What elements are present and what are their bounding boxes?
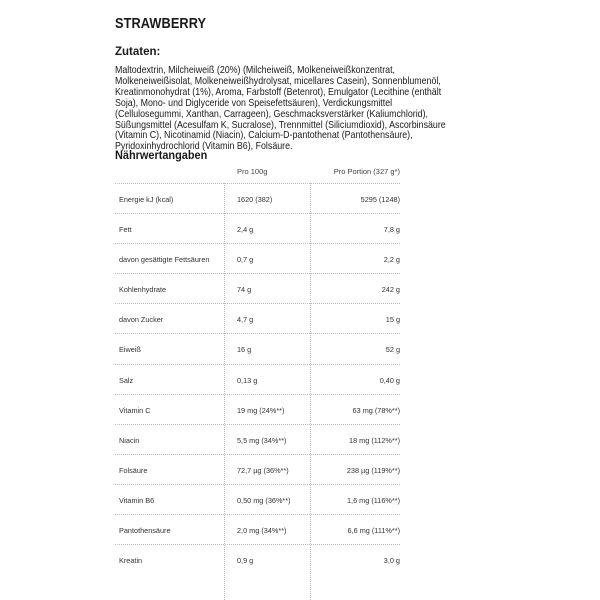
product-title: STRAWBERRY [115, 16, 207, 32]
row-per-100g: 0,9 g [237, 556, 254, 566]
row-per-portion: 242 g [381, 285, 400, 295]
table-row [115, 514, 400, 544]
row-per-portion: 63 mg (78%**) [352, 405, 400, 415]
table-row [115, 394, 400, 424]
table-row [115, 273, 400, 303]
row-per-portion: 7,8 g [383, 225, 400, 235]
row-per-100g: 2,4 g [237, 225, 254, 235]
row-label: Eiweiß [119, 345, 141, 355]
table-row [115, 484, 400, 514]
row-label: Pantothensäure [119, 526, 171, 536]
table-row [115, 544, 400, 574]
row-per-100g: 2,0 mg (34%**) [237, 526, 287, 536]
row-per-portion: 52 g [385, 345, 400, 355]
row-label: Vitamin C [119, 405, 151, 415]
row-per-100g: 1620 (382) [237, 195, 273, 204]
ingredients-heading: Zutaten: [115, 46, 161, 58]
row-label: davon Zucker [119, 315, 164, 325]
table-row [115, 243, 400, 273]
table-row [115, 424, 400, 454]
nutrition-heading: Nährwertangaben [115, 150, 208, 162]
ingredients-text: Maltodextrin, Milcheiweiß (20%) (Milcheiweiß, Molkeneiweißkonzentrat, Molkeneiweißisolat, Molkeneiweißhydrolysat, micellares Casein), Sonnenblumenöl, Kreatinmonohydrat (1%), Aroma, Farbstoff (Betenrot), Emulgator (Lecithine (enthält Soja), Mono- und Diglyceride von Speisefettsäuren), Verdickungsmittel (Cellulosegummi, Xanthan, Carrageen), Geschmacksverstärker (Kaliumchlorid), Süßungsmittel (Acesulfam K, Sucralose), Trennmittel (Siliciumdioxid), Ascorbinsäure (Vitamin C), Nicotinamid (Niacin), Calcium-D-pantothenat (Pantothensäure), Pyridoxinhydrochlorid (Vitamin B6), Folsäure. [115, 65, 446, 153]
nutrition-table [115, 158, 400, 574]
row-per-portion: 6,6 mg (111%**) [347, 526, 400, 536]
row-label: Kohlenhydrate [119, 285, 167, 295]
row-per-100g: 74 g [237, 285, 252, 295]
row-per-portion: 15 g [385, 315, 400, 325]
row-label: Fett [119, 225, 132, 235]
row-label: Folsäure [119, 465, 148, 475]
row-per-100g: 0,7 g [237, 255, 254, 265]
table-header [115, 158, 400, 183]
row-per-100g: 72,7 µg (36%**) [237, 465, 289, 475]
row-label: Salz [119, 375, 134, 385]
table-row [115, 333, 400, 363]
header-per-portion: Pro Portion (327 g*) [333, 167, 400, 176]
table-row [115, 213, 400, 243]
row-label: davon gesättigte Fettsäuren [119, 255, 210, 265]
row-per-portion: 2,2 g [383, 255, 400, 265]
row-per-100g: 0,50 mg (36%**) [237, 495, 291, 505]
row-per-portion: 238 µg (119%**) [346, 465, 400, 475]
row-label: Vitamin B6 [119, 495, 155, 505]
table-row [115, 364, 400, 394]
row-per-portion: 0,40 g [379, 375, 400, 385]
row-per-100g: 5,5 mg (34%**) [237, 435, 287, 445]
row-per-100g: 16 g [237, 345, 252, 355]
row-per-portion: 5295 (1248) [360, 195, 400, 204]
column-divider [224, 183, 225, 600]
table-row [115, 183, 400, 213]
column-divider [310, 183, 311, 600]
table-row [115, 303, 400, 333]
row-label: Kreatin [119, 556, 143, 566]
row-label: Energie kJ (kcal) [119, 195, 174, 204]
header-per-100g: Pro 100g [237, 167, 268, 176]
row-per-100g: 0,13 g [237, 375, 258, 385]
table-row [115, 454, 400, 484]
row-per-100g: 4,7 g [237, 315, 254, 325]
row-label: Niacin [119, 435, 140, 445]
row-per-portion: 3,0 g [383, 556, 400, 566]
row-per-portion: 18 mg (112%**) [349, 435, 400, 445]
table-body [115, 183, 400, 574]
row-per-portion: 1,6 mg (116%**) [347, 495, 400, 505]
row-per-100g: 19 mg (24%**) [237, 405, 285, 415]
